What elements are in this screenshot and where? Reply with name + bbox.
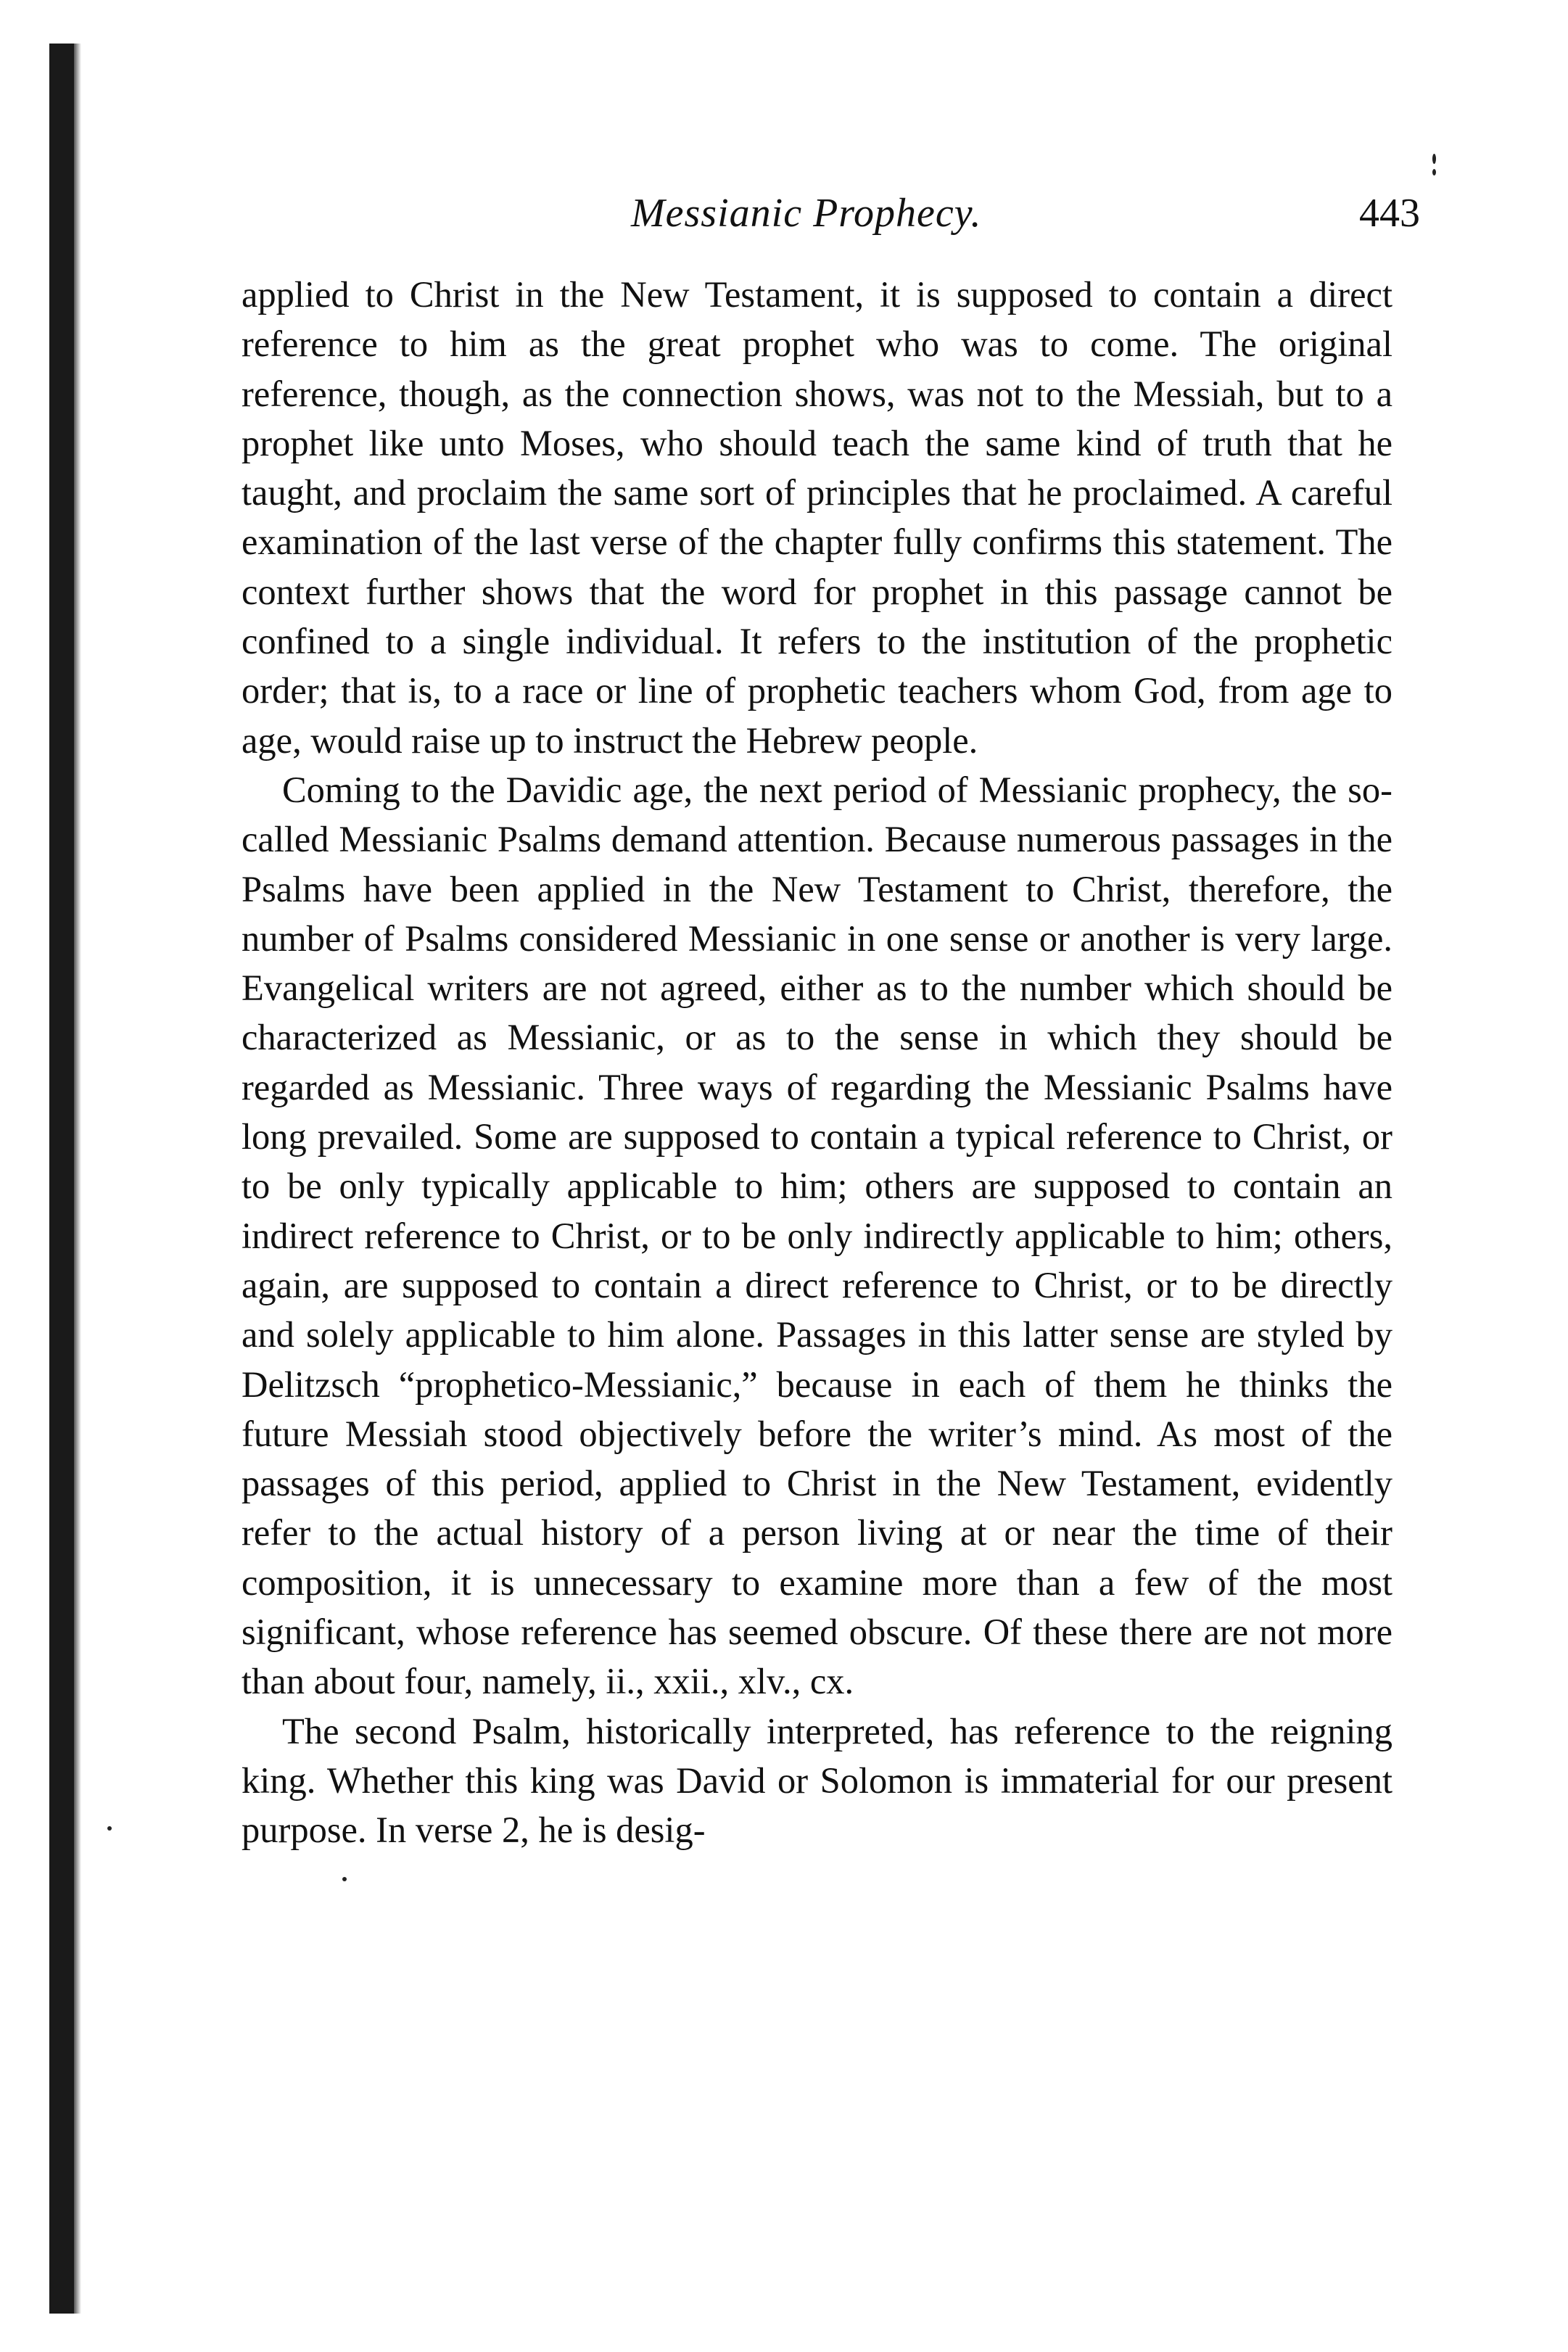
body-text: [242, 270, 1392, 1855]
running-title: Messianic Prophecy.: [631, 191, 982, 236]
page-number: 443: [1359, 191, 1420, 236]
paragraph-second-psalm: The second Psalm, historically interpreted, has reference to the reigning king. Whether this king was David or Solomon is immaterial for our present purpose. In verse 2, he is desig-: [242, 1710, 1392, 1851]
print-speck: [1432, 169, 1436, 176]
print-speck: [1432, 154, 1436, 164]
paragraph-davidic-age: Coming to the Davidic age, the next period of Messianic prophecy, the so-called Messianic Psalms demand attention. Because numerous passages in the Psalms have been applied in the New Testament to Christ, therefore, the number of Psalms considered Messianic in one sense or another is very large. Evangelical writers are not agreed, either as to the number which should be characterized as Messianic, or as to the sense in which they should be regarded as Messianic. Three ways of regarding the Messianic Psalms have long prevailed. Some are supposed to contain a typical reference to Christ, or to be only typically applicable to him; others are supposed to contain an indirect reference to Christ, or to be only indirectly applicable to him; others, again, are supposed to contain a direct reference to Christ, or to be directly and solely applicable to him alone. Passages in this latter sense are styled by Delitzsch “prophetico-Messianic,” because in each of them he thinks the future Messiah stood objectively before the writer’s mind. As most of the passages of this period, applied to Christ in the New Testament, evidently refer to the actual history of a person living at or near the time of their composition, it is unnecessary to examine more than a few of the most significant, whose reference has seemed obscure. Of these there are not more than about four, namely, ii., xxii., xlv., cx.: [242, 769, 1392, 1702]
print-speck: [107, 1826, 112, 1831]
paragraph-continued: applied to Christ in the New Testament, it is supposed to contain a direct reference to him as the great prophet who was to come. The original reference, though, as the connection shows, was not to the Messiah, but to a prophet like unto Moses, who should teach the same kind of truth that he taught, and proclaim the same sort of principles that he proclaimed. A careful examination of the last verse of the chapter fully confirms this statement. The context further shows that the word for prophet in this passage cannot be confined to a single individual. It refers to the institution of the prophetic order; that is, to a race or line of prophetic teachers whom God, from age to age, would raise up to instruct the Hebrew people.: [242, 274, 1392, 761]
page-header: [239, 190, 1436, 248]
print-speck: [342, 1877, 347, 1881]
page-binding-edge: [49, 44, 74, 2314]
